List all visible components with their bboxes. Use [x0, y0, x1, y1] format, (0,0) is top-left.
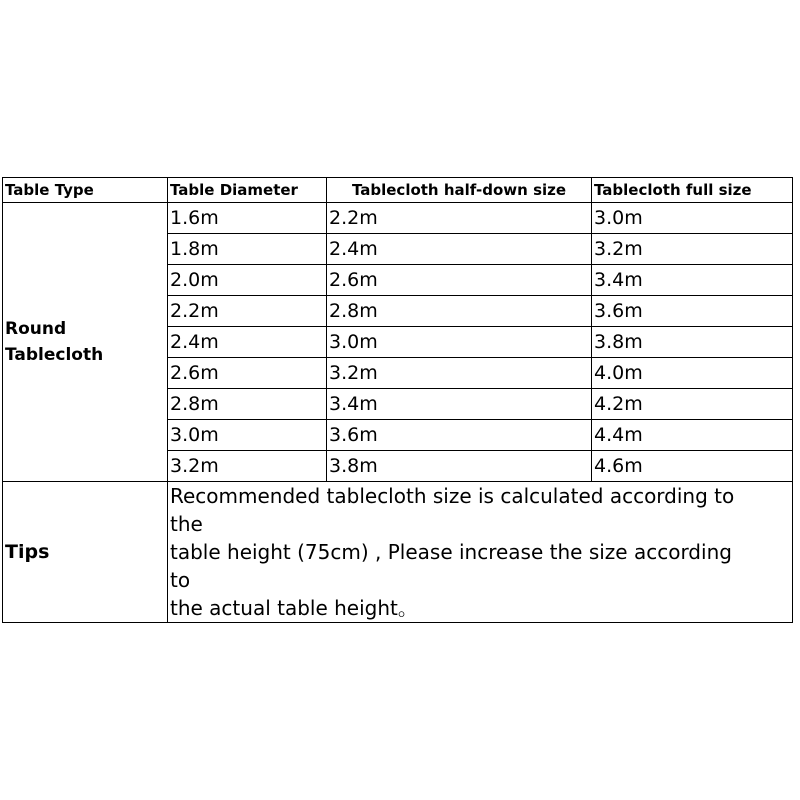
full-size-cell: 4.6m [592, 451, 793, 482]
half-down-cell: 3.2m [327, 358, 592, 389]
half-down-cell: 2.8m [327, 296, 592, 327]
half-down-cell: 3.6m [327, 420, 592, 451]
full-size-cell: 4.2m [592, 389, 793, 420]
tips-line: Recommended tablecloth size is calculated according to [170, 484, 735, 508]
round-label-line: Round [5, 319, 67, 339]
diameter-cell: 2.2m [168, 296, 327, 327]
half-down-cell: 3.4m [327, 389, 592, 420]
tablecloth-size-table [2, 177, 793, 623]
half-down-cell: 2.4m [327, 234, 592, 265]
diameter-cell: 2.0m [168, 265, 327, 296]
full-size-cell: 3.8m [592, 327, 793, 358]
diameter-cell: 3.0m [168, 420, 327, 451]
table-row [3, 203, 793, 234]
full-size-cell: 4.0m [592, 358, 793, 389]
full-size-cell: 3.2m [592, 234, 793, 265]
diameter-cell: 1.8m [168, 234, 327, 265]
full-size-cell: 4.4m [592, 420, 793, 451]
half-down-cell: 2.6m [327, 265, 592, 296]
diameter-cell: 2.6m [168, 358, 327, 389]
tips-line: the [170, 512, 203, 536]
header-table-type: Table Type [3, 178, 168, 203]
full-size-cell: 3.4m [592, 265, 793, 296]
tips-text [168, 482, 793, 623]
round-label-line: Tablecloth [5, 345, 104, 365]
diameter-cell: 1.6m [168, 203, 327, 234]
header-full-size: Tablecloth full size [592, 178, 793, 203]
half-down-cell: 2.2m [327, 203, 592, 234]
half-down-cell: 3.0m [327, 327, 592, 358]
header-row [3, 178, 793, 203]
tips-row [3, 482, 793, 623]
tips-line: to [170, 568, 191, 592]
round-tablecloth-label [3, 203, 168, 482]
diameter-cell: 2.4m [168, 327, 327, 358]
tips-label: Tips [3, 482, 168, 623]
header-half-down-size: Tablecloth half-down size [327, 178, 592, 203]
diameter-cell: 2.8m [168, 389, 327, 420]
tips-line: table height (75cm) , Please increase the size according [170, 540, 732, 564]
header-table-diameter: Table Diameter [168, 178, 327, 203]
half-down-cell: 3.8m [327, 451, 592, 482]
diameter-cell: 3.2m [168, 451, 327, 482]
full-size-cell: 3.0m [592, 203, 793, 234]
tips-line: the actual table height。 [170, 596, 418, 620]
full-size-cell: 3.6m [592, 296, 793, 327]
